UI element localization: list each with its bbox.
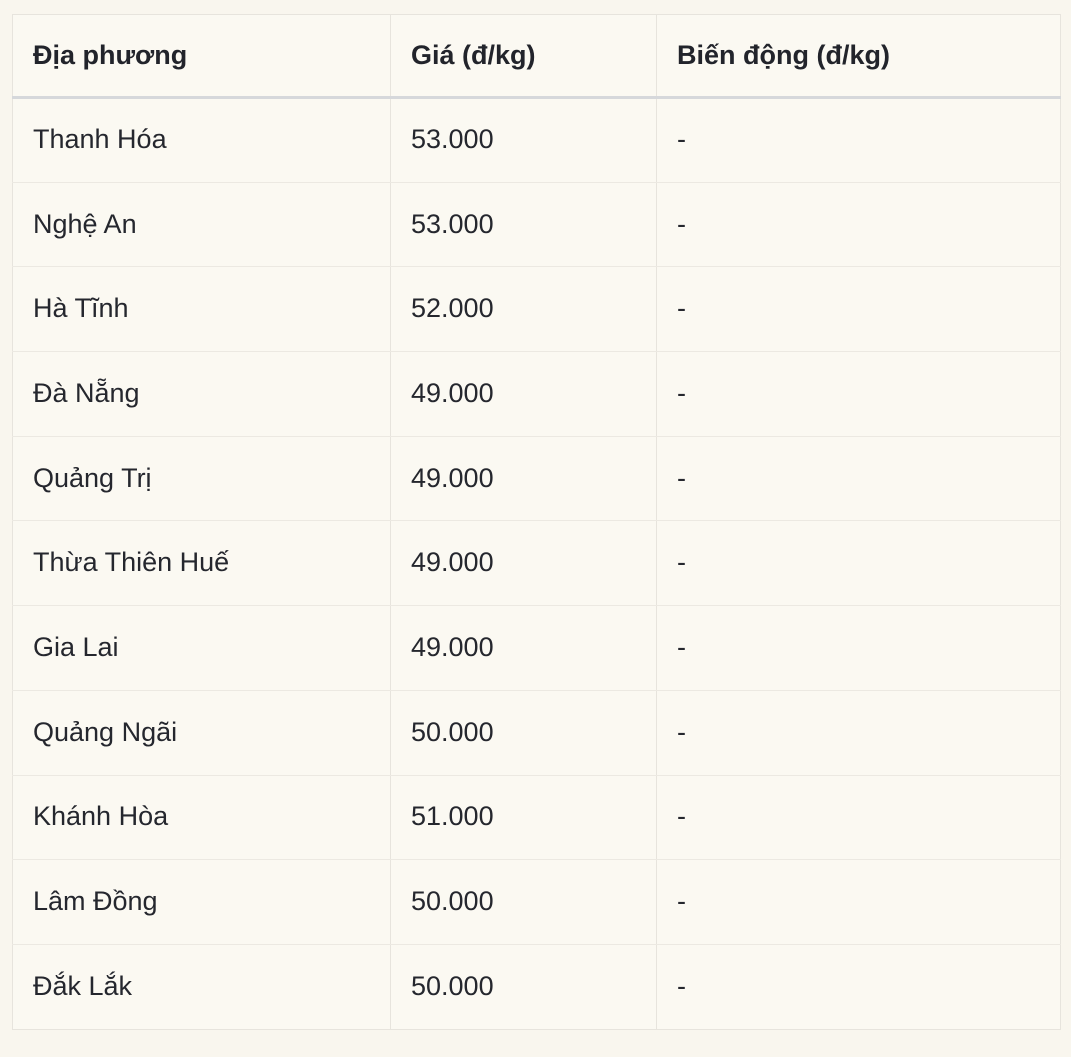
column-header-region: Địa phương [13,15,391,98]
change-cell: - [657,182,1061,267]
price-cell: 50.000 [391,944,657,1029]
change-cell: - [657,690,1061,775]
region-cell: Quảng Trị [13,436,391,521]
table-row [13,98,1061,183]
price-cell: 51.000 [391,775,657,860]
price-cell: 49.000 [391,606,657,691]
region-cell: Đắk Lắk [13,944,391,1029]
region-cell: Hà Tĩnh [13,267,391,352]
change-cell: - [657,521,1061,606]
price-cell: 53.000 [391,98,657,183]
change-cell: - [657,352,1061,437]
change-cell: - [657,860,1061,945]
table-row [13,860,1061,945]
region-cell: Thừa Thiên Huế [13,521,391,606]
table-row [13,267,1061,352]
region-cell: Khánh Hòa [13,775,391,860]
region-cell: Đà Nẵng [13,352,391,437]
change-cell: - [657,606,1061,691]
change-cell: - [677,970,686,1001]
region-cell: Quảng Ngãi [13,690,391,775]
change-cell: - [657,436,1061,521]
region-cell: Lâm Đồng [13,860,391,945]
price-cell: 49.000 [391,521,657,606]
price-cell: 49.000 [391,352,657,437]
table-row [13,521,1061,606]
region-cell: Thanh Hóa [13,98,391,183]
region-cell: Gia Lai [13,606,391,691]
table-header-row [13,15,1061,98]
table-row [13,352,1061,437]
column-header-price: Giá (đ/kg) [391,15,657,98]
price-cell: 49.000 [391,436,657,521]
table-row [13,606,1061,691]
change-cell: - [657,267,1061,352]
table-row [13,944,1061,1029]
change-cell: - [657,98,1061,183]
table-row [13,775,1061,860]
column-header-change: Biến động (đ/kg) [657,15,1061,98]
price-cell: 53.000 [391,182,657,267]
price-cell: 52.000 [391,267,657,352]
price-table [12,14,1061,1030]
table-row [13,436,1061,521]
price-cell: 50.000 [391,690,657,775]
table-row [13,182,1061,267]
region-cell: Nghệ An [13,182,391,267]
price-cell: 50.000 [391,860,657,945]
table-row [13,690,1061,775]
change-cell: - [657,775,1061,860]
price-table-container [12,14,1061,1030]
